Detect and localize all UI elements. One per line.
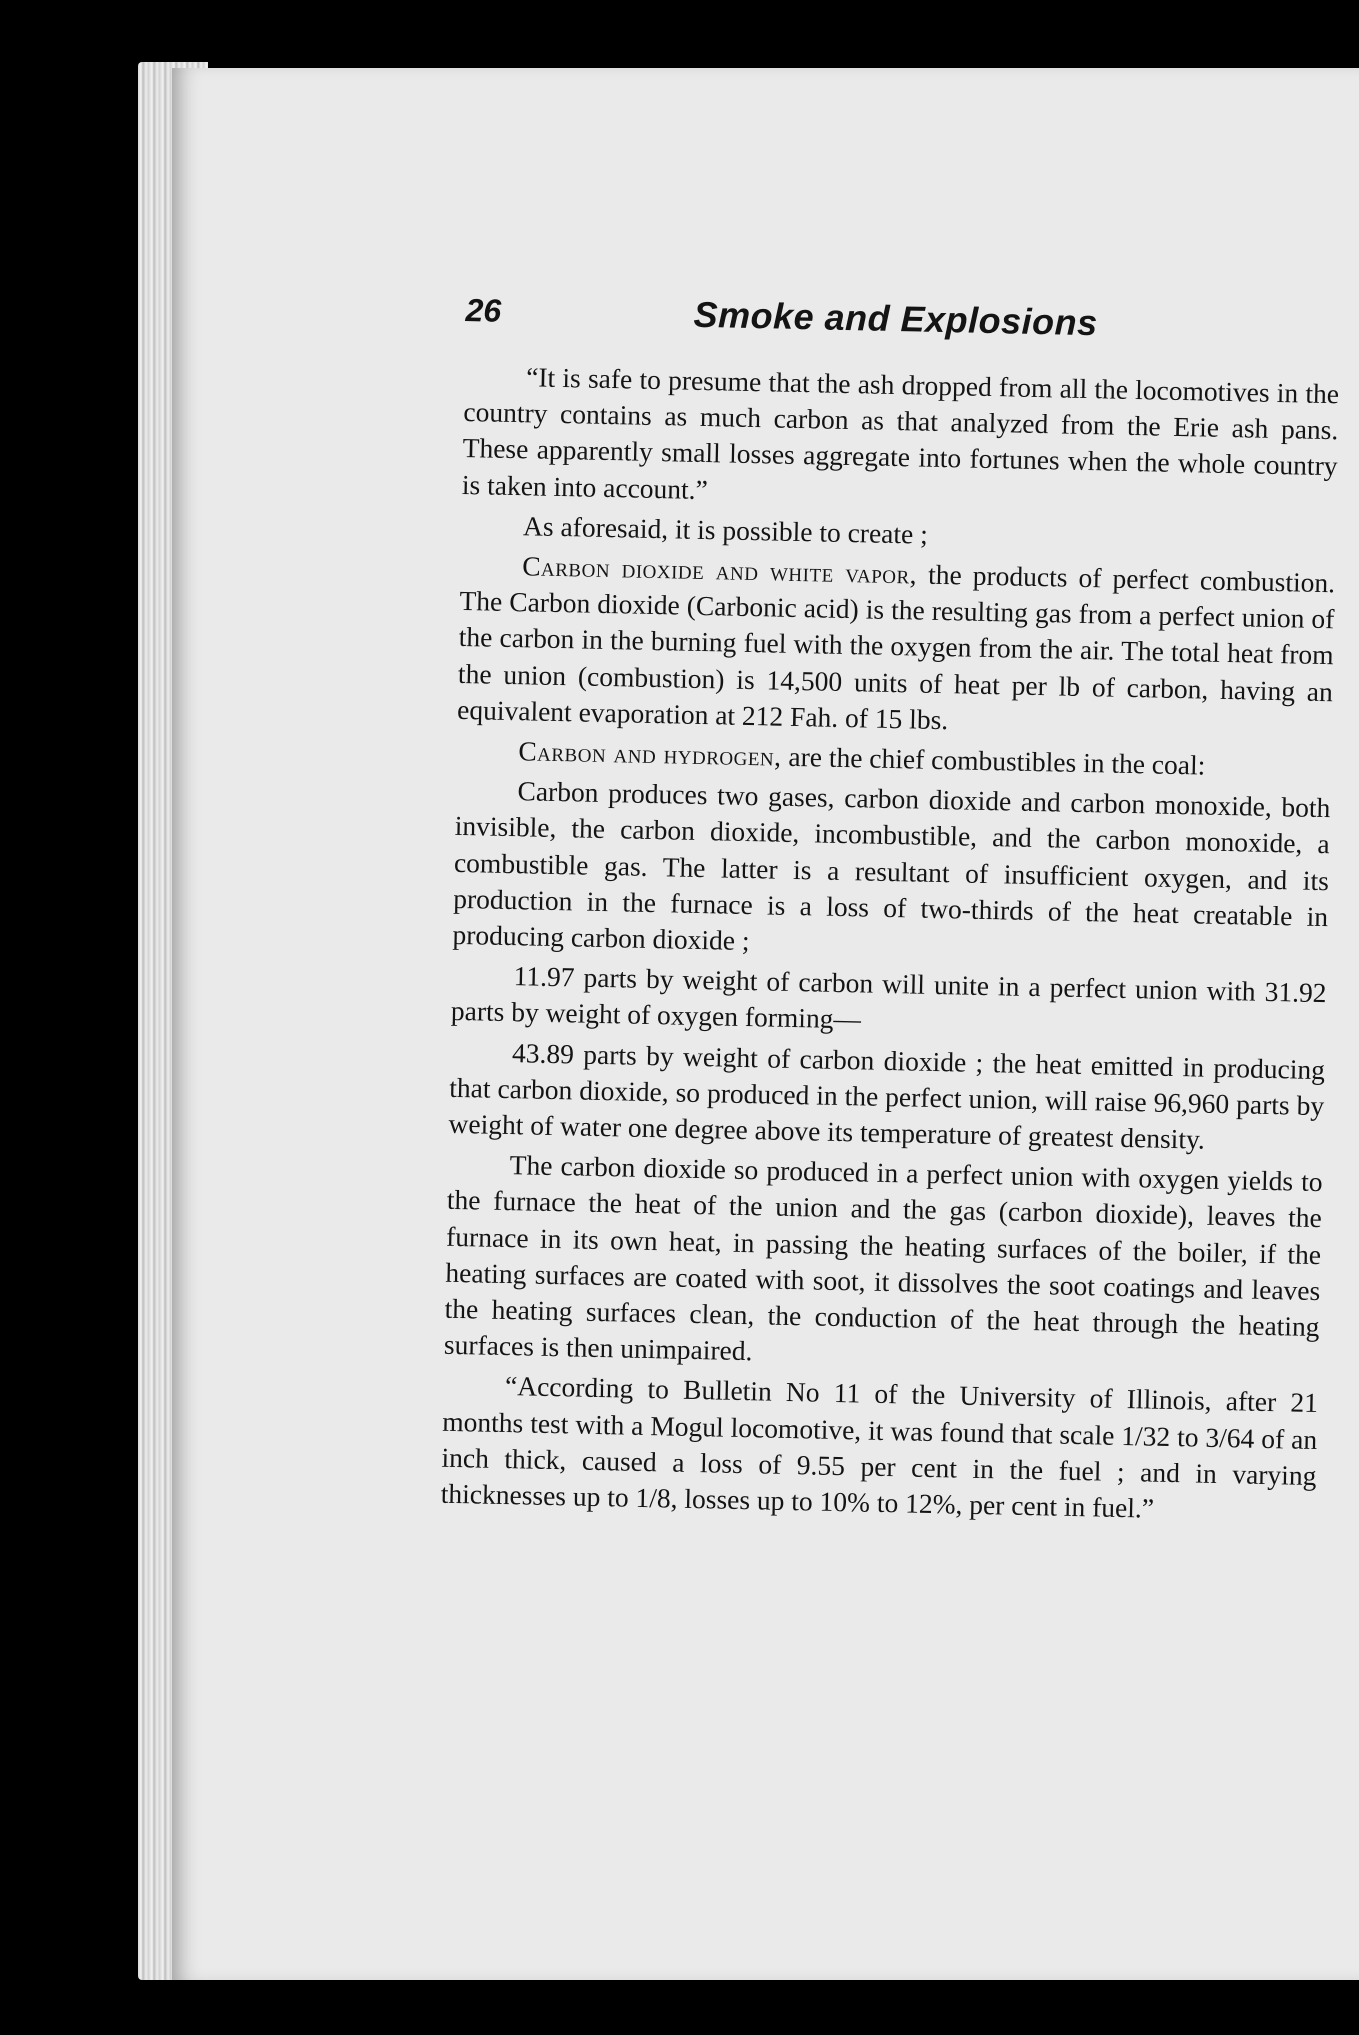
paragraph-carbon-weight: 11.97 parts by weight of carbon will unite in a perfect union with 31.92 parts by weight of oxygen forming— (450, 960, 1327, 1035)
paragraph-body-text: are the chief combustibles in the coal: (781, 740, 1206, 781)
paragraph-heat-emitted: 43.89 parts by weight of carbon dioxide ; the heat emitted in producing that carbon dioxide, so produced in the perfect union, will raise 96,960 parts by weight of water one degree above its temperature of greatest density. (448, 1036, 1326, 1155)
paragraph-carbon-dioxide (457, 547, 1336, 746)
paragraph-aforesaid: As aforesaid, it is possible to create ; (522, 510, 929, 550)
page-content (440, 292, 1340, 1534)
paragraph-quote-ash: “It is safe to presume that the ash dropped from all the locomotives in the country contains as much carbon as that analyzed from the Erie ash pans. These apparently small losses aggregate into fortunes when the whole country is taken into account.” (461, 361, 1340, 505)
page-number: 26 (465, 292, 502, 329)
running-title: Smoke and Explosions (693, 293, 1099, 344)
paragraph-furnace-heat: The carbon dioxide so produced in a perfect union with oxygen yields to the furnace the heat of the union and the gas (carbon dioxide), leaves the furnace in its own heat, in passing the heating surfaces of the boiler, if the heating surfaces are coated with soot, it dissolves the soot coatings and leaves the heating surfaces clean, the conduction of the heat through the heating surfaces is then unimpaired. (443, 1149, 1323, 1367)
paragraph-lead-small-caps: Carbon and hydrogen, (518, 735, 782, 772)
paragraph-carbon-gases: Carbon produces two gases, carbon dioxide and carbon monoxide, both invisible, the carbon dioxide, incombustible, and the carbon monoxide, a combustible gas. The latter is a resultant of insufficient oxygen, and its production in the furnace is a loss of two-thirds of the heat creatable in producing carbon dioxide ; (452, 775, 1331, 957)
paragraph-bulletin-quote: “According to Bulletin No 11 of the University of Illinois, after 21 months test with a Mogul locomotive, it was found that scale 1/32 to 3/64 of an inch thick, caused a loss of 9.55 per cent in the fuel ; and in varying thicknesses up to 1/8, losses up to 10% to 12%, per cent in fuel.” (440, 1370, 1319, 1524)
paragraph-body-text: the products of perfect combustion. The Carbon dioxide (Carbonic acid) is the resulting gas from a perfect union of the carbon in the burning fuel with the oxygen from the air. The total heat from the union (combustion) is 14,500 units of heat per lb of carbon, having an equivalent evaporation at 212 Fah. of 15 lbs. (456, 558, 1336, 736)
paragraph-lead-small-caps: Carbon dioxide and white vapor, (521, 550, 918, 590)
